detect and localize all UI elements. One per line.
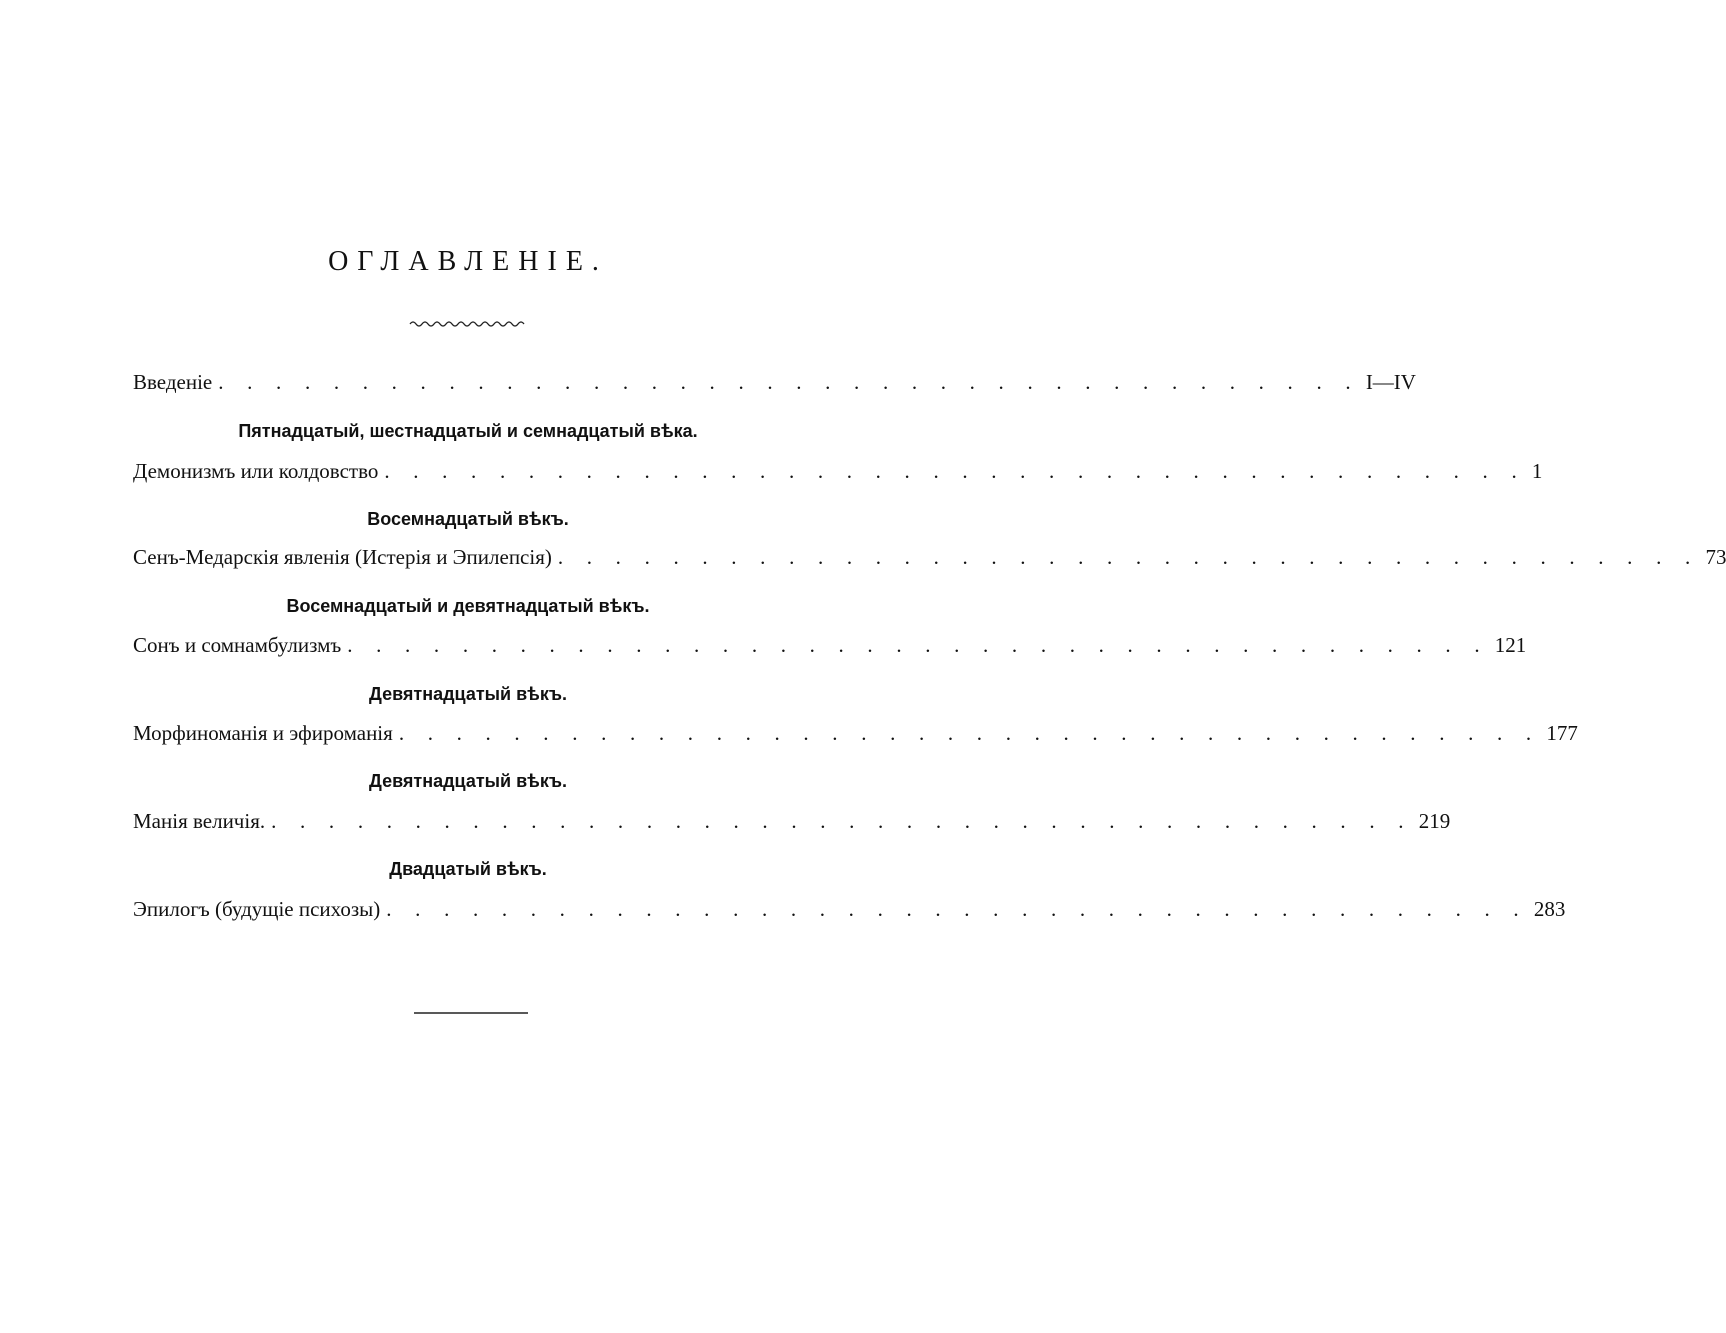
- toc-entry-demonism[interactable]: [133, 456, 1543, 486]
- toc-entry-page: 177: [1546, 721, 1578, 745]
- toc-entry-morphinomania[interactable]: [133, 718, 1578, 748]
- toc-entry-label: Сенъ-Медарскія явленія (Истерія и Эпилепсія): [133, 545, 552, 569]
- toc-entry-page: 73: [1705, 545, 1726, 569]
- toc-entry-introduction[interactable]: [133, 367, 1416, 397]
- toc-entry-label: Введеніе: [133, 370, 213, 394]
- closing-rule: [414, 1012, 528, 1014]
- toc-entry-label: Демонизмъ или колдовство: [133, 459, 379, 483]
- wavy-ornament: [408, 318, 528, 330]
- leader-dots: . . . . . . . . . . . . . . . . . . . . . . . . . . . . . . . . . . . . . . . .: [271, 809, 1413, 833]
- toc-entry-page: 283: [1533, 897, 1566, 921]
- leader-dots: . . . . . . . . . . . . . . . . . . . . . . . . . . . . . . . . . . . . . . . .: [347, 633, 1489, 657]
- toc-entry-label: Эпилогъ (будущіе психозы): [133, 897, 381, 921]
- section-heading: Пятнадцатый, шестнадцатый и семнадцатый вѣка.: [238, 421, 698, 441]
- toc-entry-megalomania[interactable]: [133, 806, 1451, 836]
- section-heading: Восемнадцатый вѣкъ.: [367, 509, 569, 529]
- toc-entry-page: I—IV: [1365, 370, 1416, 394]
- toc-entry-saint-medard[interactable]: [133, 542, 1726, 572]
- leader-dots: . . . . . . . . . . . . . . . . . . . . . . . . . . . . . . . . . . . . . . . .: [218, 370, 1360, 394]
- toc-entry-page: 1: [1531, 459, 1543, 483]
- toc-entry-label: Манія величія.: [133, 809, 266, 833]
- toc-entry-label: Морфиноманія и эфироманія: [133, 721, 393, 745]
- toc-entry-label: Сонъ и сомнамбулизмъ: [133, 633, 342, 657]
- toc-entry-sleep[interactable]: [133, 630, 1527, 660]
- leader-dots: . . . . . . . . . . . . . . . . . . . . . . . . . . . . . . . . . . . . . . . .: [384, 459, 1526, 483]
- leader-dots: . . . . . . . . . . . . . . . . . . . . . . . . . . . . . . . . . . . . . . . .: [386, 897, 1528, 921]
- toc-entry-page: 219: [1418, 809, 1451, 833]
- section-heading: Девятнадцатый вѣкъ.: [369, 771, 567, 791]
- leader-dots: . . . . . . . . . . . . . . . . . . . . . . . . . . . . . . . . . . . . . . . .: [557, 545, 1700, 569]
- section-heading: Двадцатый вѣкъ.: [389, 859, 547, 879]
- toc-entry-epilogue[interactable]: [133, 894, 1566, 924]
- toc-entry-page: 121: [1494, 633, 1527, 657]
- section-heading: Девятнадцатый вѣкъ.: [369, 684, 567, 704]
- section-heading: Восемнадцатый и девятнадцатый вѣкъ.: [286, 596, 650, 616]
- leader-dots: . . . . . . . . . . . . . . . . . . . . . . . . . . . . . . . . . . . . . . . .: [398, 721, 1541, 745]
- page-title: ОГЛАВЛЕНІЕ.: [328, 246, 608, 277]
